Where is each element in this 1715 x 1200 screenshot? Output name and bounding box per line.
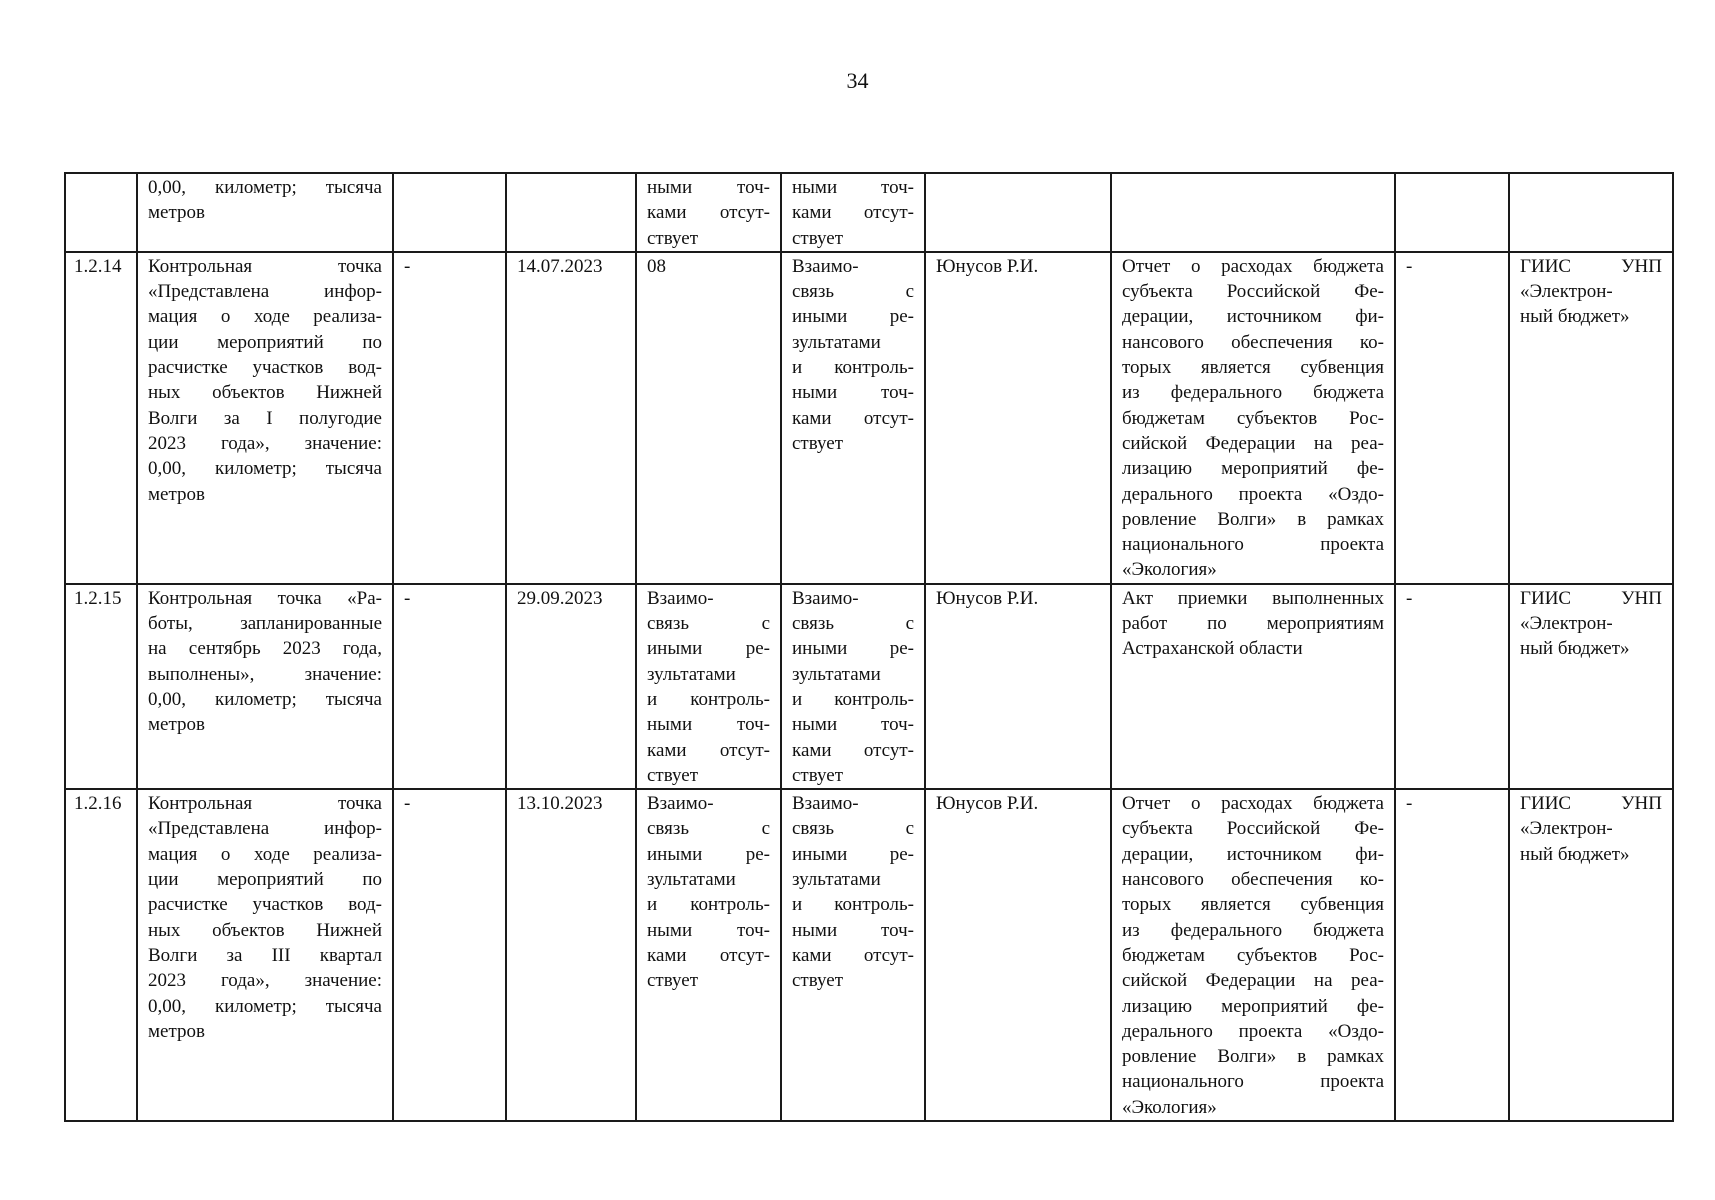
table-row	[65, 584, 1673, 789]
cell-line: Взаимо-	[792, 255, 859, 277]
control-points-table	[64, 172, 1674, 1122]
table-row	[65, 789, 1673, 1121]
cell-line: ками отсут-	[792, 407, 914, 429]
cell-line: работ по мероприятиям	[1122, 613, 1384, 635]
relation-cell	[636, 584, 781, 789]
cell-line: ными точ-	[792, 382, 914, 404]
cell-line: выполнены», значение:	[148, 663, 382, 685]
cell-line: дерального проекта «Оздо-	[1122, 483, 1384, 505]
information-system	[1509, 584, 1673, 789]
cell-line: зультатами	[792, 663, 881, 685]
cell-line: и контроль-	[792, 894, 914, 916]
extra-cell	[1395, 173, 1509, 252]
cell-line: Контрольная точка	[148, 793, 382, 815]
cell-line: на сентябрь 2023 года,	[148, 638, 382, 660]
cell-line: ный бюджет»	[1520, 306, 1630, 328]
cell-line: Астраханской области	[1122, 638, 1303, 660]
cell-line: ствует	[647, 227, 699, 249]
cell-line: ными точ-	[792, 714, 914, 736]
relation-cell	[781, 173, 925, 252]
cell-line: торых является субвенция	[1122, 894, 1384, 916]
cell-line: зультатами	[647, 869, 736, 891]
cell-line: ровление Волги» в рамках	[1122, 1046, 1384, 1068]
cell-line: бюджетам субъектов Рос-	[1122, 944, 1384, 966]
row-number: 1.2.14	[65, 252, 137, 584]
extra-cell: -	[1395, 584, 1509, 789]
cell-line: ровление Волги» в рамках	[1122, 508, 1384, 530]
cell-line: и контроль-	[647, 688, 770, 710]
cell-line: 0,00, километр; тысяча	[148, 177, 382, 198]
previous-point: -	[393, 584, 506, 789]
cell-line: ными точ-	[647, 919, 770, 941]
cell-line: ствует	[792, 227, 844, 249]
cell-line: ками отсут-	[647, 944, 770, 966]
cell-line: зультатами	[792, 869, 881, 891]
cell-line: «Электрон-	[1520, 281, 1613, 303]
control-point-name	[137, 173, 393, 252]
cell-line: Отчет о расходах бюджета	[1122, 255, 1384, 277]
relation-cell	[781, 252, 925, 584]
cell-line: зультатами	[792, 331, 881, 353]
row-number	[65, 173, 137, 252]
information-system	[1509, 789, 1673, 1121]
cell-line: Взаимо-	[792, 587, 859, 609]
cell-line: ных объектов Нижней	[148, 919, 382, 941]
cell-line: 0,00, километр; тысяча	[148, 688, 382, 710]
previous-point: -	[393, 252, 506, 584]
cell-line: 2023 года», значение:	[148, 970, 382, 992]
cell-line: «Экология»	[1122, 559, 1217, 581]
cell-line: расчистке участков вод-	[148, 894, 382, 916]
information-system	[1509, 173, 1673, 252]
due-date: 14.07.2023	[506, 252, 636, 584]
cell-line: Контрольная точка	[148, 255, 382, 277]
cell-line: ками отсут-	[647, 739, 770, 761]
cell-line: из федерального бюджета	[1122, 919, 1384, 941]
cell-line: Волги за I полугодие	[148, 407, 382, 429]
row-number: 1.2.16	[65, 789, 137, 1121]
responsible-person	[925, 173, 1111, 252]
confirming-document	[1111, 173, 1395, 252]
control-point-name	[137, 584, 393, 789]
cell-line: субъекта Российской Фе-	[1122, 281, 1384, 303]
confirming-document	[1111, 584, 1395, 789]
due-date: 13.10.2023	[506, 789, 636, 1121]
cell-line: из федерального бюджета	[1122, 382, 1384, 404]
cell-line: ных объектов Нижней	[148, 382, 382, 404]
due-date: 29.09.2023	[506, 584, 636, 789]
responsible-person: Юнусов Р.И.	[925, 789, 1111, 1121]
confirming-document	[1111, 252, 1395, 584]
cell-line: связь с	[647, 613, 770, 635]
cell-line: ции мероприятий по	[148, 869, 382, 891]
cell-line: Волги за III квартал	[148, 944, 382, 966]
control-point-name	[137, 789, 393, 1121]
relation-cell	[781, 584, 925, 789]
cell-line: связь с	[792, 818, 914, 840]
cell-line: ГИИС УНП	[1520, 793, 1662, 815]
cell-line: ными точ-	[792, 177, 914, 198]
cell-line: ками отсут-	[792, 739, 914, 761]
responsible-person: Юнусов Р.И.	[925, 252, 1111, 584]
cell-line: «Экология»	[1122, 1096, 1217, 1118]
cell-line: связь с	[792, 613, 914, 635]
row-number: 1.2.15	[65, 584, 137, 789]
cell-line: ный бюджет»	[1520, 638, 1630, 660]
cell-line: дерального проекта «Оздо-	[1122, 1020, 1384, 1042]
due-date	[506, 173, 636, 252]
cell-line: ствует	[792, 764, 844, 786]
cell-line: метров	[148, 714, 205, 736]
relation-cell	[636, 252, 781, 584]
cell-line: нансового обеспечения ко-	[1122, 331, 1384, 353]
cell-line: нансового обеспечения ко-	[1122, 869, 1384, 891]
cell-line: дерации, источником фи-	[1122, 306, 1384, 328]
cell-line: 0,00, километр; тысяча	[148, 995, 382, 1017]
cell-line: мация о ходе реализа-	[148, 306, 382, 328]
cell-line: ными точ-	[647, 714, 770, 736]
cell-line: ствует	[647, 970, 699, 992]
cell-line: ными точ-	[792, 919, 914, 941]
cell-line: «Представлена инфор-	[148, 281, 382, 303]
cell-line: ствует	[647, 764, 699, 786]
cell-line: Взаимо-	[647, 587, 714, 609]
cell-line: иными ре-	[792, 638, 914, 660]
cell-line: национального проекта	[1122, 534, 1384, 556]
cell-line: метров	[148, 483, 205, 505]
cell-line: сийской Федерации на реа-	[1122, 432, 1384, 454]
cell-line: ствует	[792, 432, 844, 454]
cell-line: ками отсут-	[647, 202, 770, 224]
control-point-name	[137, 252, 393, 584]
cell-line: ными точ-	[647, 177, 770, 198]
cell-line: субъекта Российской Фе-	[1122, 818, 1384, 840]
cell-line: и контроль-	[792, 688, 914, 710]
information-system	[1509, 252, 1673, 584]
relation-cell	[636, 789, 781, 1121]
cell-line: ками отсут-	[792, 944, 914, 966]
cell-line: «Электрон-	[1520, 818, 1613, 840]
cell-line: лизацию мероприятий фе-	[1122, 995, 1384, 1017]
relation-cell	[636, 173, 781, 252]
extra-cell: -	[1395, 789, 1509, 1121]
cell-line: «Электрон-	[1520, 613, 1613, 635]
cell-line: торых является субвенция	[1122, 357, 1384, 379]
cell-line: Акт приемки выполненных	[1122, 587, 1384, 609]
cell-line: дерации, источником фи-	[1122, 843, 1384, 865]
cell-line: метров	[148, 202, 205, 224]
cell-line: боты, запланированные	[148, 613, 382, 635]
cell-line: ГИИС УНП	[1520, 587, 1662, 609]
confirming-document	[1111, 789, 1395, 1121]
cell-line: 0,00, километр; тысяча	[148, 458, 382, 480]
cell-line: лизацию мероприятий фе-	[1122, 458, 1384, 480]
cell-line: бюджетам субъектов Рос-	[1122, 407, 1384, 429]
cell-line: ствует	[792, 970, 844, 992]
cell-line: иными ре-	[792, 843, 914, 865]
previous-point	[393, 173, 506, 252]
cell-line: иными ре-	[792, 306, 914, 328]
cell-line: 08	[647, 255, 666, 277]
cell-line: 2023 года», значение:	[148, 432, 382, 454]
cell-line: национального проекта	[1122, 1071, 1384, 1093]
cell-line: и контроль-	[792, 357, 914, 379]
extra-cell: -	[1395, 252, 1509, 584]
cell-line: Отчет о расходах бюджета	[1122, 793, 1384, 815]
cell-line: иными ре-	[647, 638, 770, 660]
cell-line: связь с	[792, 281, 914, 303]
table-row	[65, 252, 1673, 584]
cell-line: ГИИС УНП	[1520, 255, 1662, 277]
previous-point: -	[393, 789, 506, 1121]
cell-line: иными ре-	[647, 843, 770, 865]
cell-line: расчистке участков вод-	[148, 357, 382, 379]
cell-line: метров	[148, 1020, 205, 1042]
cell-line: и контроль-	[647, 894, 770, 916]
cell-line: «Представлена инфор-	[148, 818, 382, 840]
table-row	[65, 173, 1673, 252]
cell-line: связь с	[647, 818, 770, 840]
cell-line: ный бюджет»	[1520, 843, 1630, 865]
cell-line: мация о ходе реализа-	[148, 843, 382, 865]
page-number: 34	[846, 68, 869, 93]
responsible-person: Юнусов Р.И.	[925, 584, 1111, 789]
relation-cell	[781, 789, 925, 1121]
cell-line: зультатами	[647, 663, 736, 685]
cell-line: Взаимо-	[647, 793, 714, 815]
cell-line: ками отсут-	[792, 202, 914, 224]
cell-line: ции мероприятий по	[148, 331, 382, 353]
cell-line: Взаимо-	[792, 793, 859, 815]
cell-line: сийской Федерации на реа-	[1122, 970, 1384, 992]
cell-line: Контрольная точка «Ра-	[148, 587, 382, 609]
